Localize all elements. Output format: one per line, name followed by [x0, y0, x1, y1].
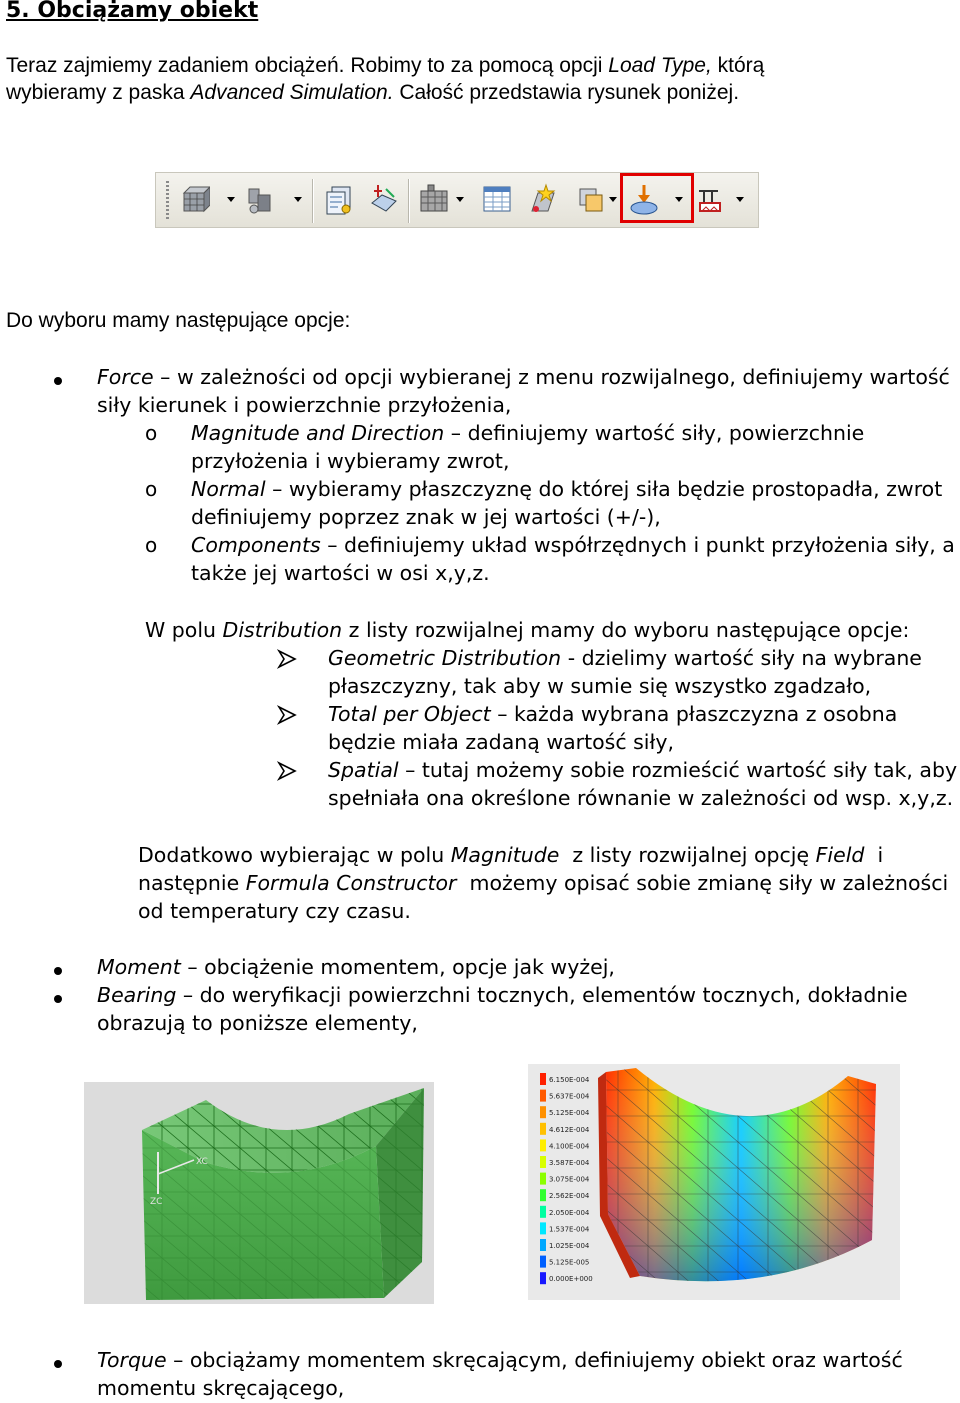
bullet-point — [54, 967, 62, 975]
total-per-object-line-1: Total per Object – każda wybrana płaszczyzna z osobna — [328, 702, 898, 726]
legend-value: 5.125E-005 — [549, 1258, 590, 1267]
legend-swatch — [540, 1139, 546, 1151]
legend-value: 1.025E-004 — [549, 1242, 590, 1250]
legend-value: 2.562E-004 — [549, 1192, 590, 1201]
stress-contour-image — [528, 1064, 900, 1300]
toolbar-grip — [166, 181, 169, 221]
constraint-type-icon[interactable] — [574, 183, 606, 217]
torque-line-2: momentu skręcającego, — [97, 1376, 345, 1400]
sub-bullet-marker: o — [145, 533, 158, 557]
spatial-line-1: Spatial – tutaj możemy sobie rozmieścić wartość siły tak, aby — [328, 758, 958, 782]
total-per-object-line-2: będzie miała zadaną wartość siły, — [328, 730, 674, 754]
legend-value: 3.075E-004 — [549, 1175, 590, 1184]
legend-swatch — [540, 1156, 546, 1168]
bearing-line-1: Bearing – do weryfikacji powierzchni tocznych, elementów tocznych, dokładnie — [97, 983, 908, 1007]
bearing-line-2: obrazują to poniższe elementy, — [97, 1011, 418, 1035]
legend-value: 2.050E-004 — [549, 1208, 590, 1217]
collector-icon[interactable] — [244, 183, 276, 217]
force-line-2: siły kierunek i powierzchnie przyłożenia, — [97, 393, 512, 417]
normal-line-2: definiujemy poprzez znak w jej wartości (+/-), — [191, 505, 661, 529]
legend-value: 3.587E-004 — [549, 1159, 590, 1167]
toolbar-separator — [408, 179, 410, 223]
constraint-dropdown-arrow[interactable] — [609, 197, 617, 202]
bullet-point — [54, 377, 62, 385]
bearing-mesh-image — [84, 1082, 434, 1304]
components-line-2: także jej wartości w osi x,y,z. — [191, 561, 490, 585]
material-icon[interactable] — [418, 183, 450, 217]
load-type-highlight-frame — [620, 173, 694, 223]
sub-bullet-marker: o — [145, 421, 158, 445]
additional-line-2: następnie Formula Constructor możemy opisać sobie zmianę siły w zależności — [138, 871, 949, 895]
bullet-point — [54, 995, 62, 1003]
toolbar-separator — [312, 179, 314, 223]
copy-mesh-icon[interactable] — [324, 183, 356, 217]
sub-bullet-marker: o — [145, 477, 158, 501]
mesh-dropdown-arrow[interactable] — [227, 197, 235, 202]
legend-value: 4.100E-004 — [549, 1142, 590, 1151]
section-heading: 5. Obciążamy obiekt — [6, 0, 259, 23]
intro-line-1: Teraz zajmiemy zadaniem obciążeń. Robimy to za pomocą opcji Load Type, którą — [6, 54, 765, 77]
properties-table-icon[interactable] — [482, 183, 514, 217]
torque-line-1: Torque – obciążamy momentem skręcającym, definiujemy obiekt oraz wartość — [97, 1348, 903, 1372]
legend-swatch — [540, 1206, 546, 1218]
legend-swatch — [540, 1173, 546, 1185]
contour-legend — [540, 1073, 593, 1284]
legend-value: 5.637E-004 — [549, 1092, 590, 1101]
material-dropdown-arrow[interactable] — [456, 197, 464, 202]
bullet-point — [54, 1360, 62, 1368]
simulation-object-dropdown-arrow[interactable] — [736, 197, 744, 202]
options-intro: Do wyboru mamy następujące opcje: — [6, 309, 351, 332]
additional-line-1: Dodatkowo wybierając w polu Magnitude z listy rozwijalnej opcję Field i — [138, 843, 884, 867]
arrow-bullet-icon — [277, 761, 297, 781]
legend-value: 5.125E-004 — [549, 1109, 590, 1118]
legend-value: 1.537E-004 — [549, 1225, 590, 1234]
legend-swatch — [540, 1123, 546, 1135]
geometric-distribution-line-2: płaszczyzny, tak aby w sumie się wszystko zgadzało, — [328, 674, 872, 698]
modeling-objects-icon[interactable] — [528, 183, 560, 217]
intro-line-2: wybieramy z paska Advanced Simulation. Całość przedstawia rysunek poniżej. — [6, 81, 740, 104]
legend-swatch — [540, 1189, 546, 1201]
distribution-intro: W polu Distribution z listy rozwijalnej mamy do wyboru następujące opcje: — [145, 618, 910, 642]
arrow-bullet-icon — [277, 649, 297, 669]
legend-swatch — [540, 1106, 546, 1118]
additional-line-3: od temperatury czy czasu. — [138, 899, 411, 923]
geometric-distribution-line-1: Geometric Distribution - dzielimy wartość siły na wybrane — [328, 646, 922, 670]
legend-value: 0.000E+000 — [549, 1275, 593, 1284]
legend-swatch — [540, 1256, 546, 1268]
mesh-mating-icon[interactable] — [368, 183, 400, 217]
xc-axis-label: XC — [196, 1157, 208, 1167]
normal-line-1: Normal – wybieramy płaszczyznę do której siła będzie prostopadła, zwrot — [191, 477, 943, 501]
magnitude-direction-line-2: przyłożenia i wybieramy zwrot, — [191, 449, 510, 473]
zc-axis-label: ZC — [150, 1197, 163, 1207]
components-line-1: Components – definiujemy układ współrzędnych i punkt przyłożenia siły, a — [191, 533, 955, 557]
magnitude-direction-line-1: Magnitude and Direction – definiujemy wartość siły, powierzchnie — [191, 421, 865, 445]
force-line-1: Force – w zależności od opcji wybieranej z menu rozwijalnego, definiujemy wartość — [97, 365, 950, 389]
moment-line: Moment – obciążenie momentem, opcje jak wyżej, — [97, 955, 615, 979]
legend-swatch — [540, 1239, 546, 1251]
legend-swatch — [540, 1222, 546, 1234]
legend-value: 4.612E-004 — [549, 1125, 590, 1134]
legend-value: 6.150E-004 — [549, 1076, 590, 1084]
simulation-object-icon[interactable] — [696, 183, 728, 217]
collector-dropdown-arrow[interactable] — [294, 197, 302, 202]
spatial-line-2: spełniała ona określone równanie w zależności od wsp. x,y,z. — [328, 786, 954, 810]
legend-swatch — [540, 1073, 546, 1085]
legend-swatch — [540, 1090, 546, 1102]
arrow-bullet-icon — [277, 705, 297, 725]
mesh-icon[interactable] — [178, 183, 210, 217]
legend-swatch — [540, 1272, 546, 1284]
